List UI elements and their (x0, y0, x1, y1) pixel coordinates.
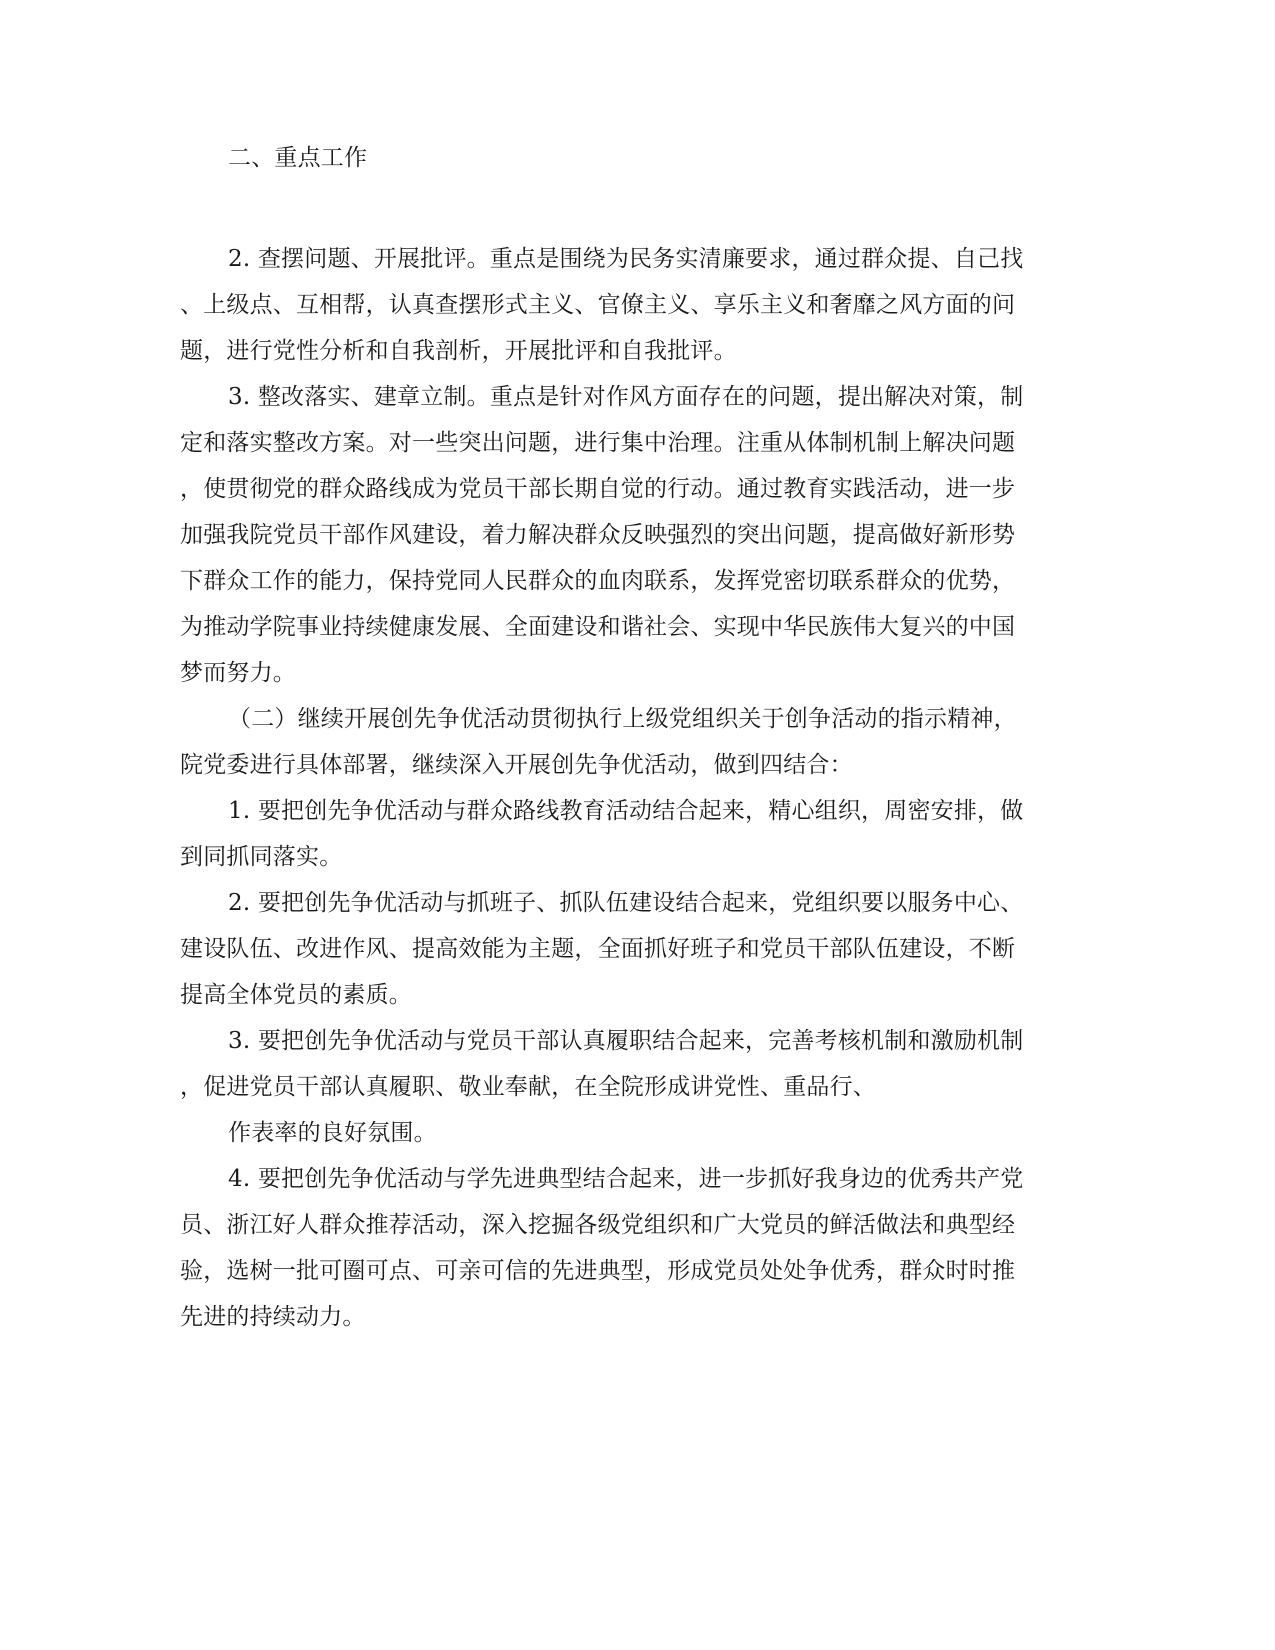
paragraph-line: 提高全体党员的素质。 (180, 982, 412, 1008)
paragraph-line: 为推动学院事业持续健康发展、全面建设和谐社会、实现中华民族伟大复兴的中国 (180, 614, 1016, 640)
paragraph-line: 院党委进行具体部署，继续深入开展创先争优活动，做到四结合： (180, 752, 853, 778)
paragraph-line: 先进的持续动力。 (180, 1304, 366, 1330)
paragraph-line: 验，选树一批可圈可点、可亲可信的先进典型，形成党员处处争优秀，群众时时推 (180, 1258, 1016, 1284)
paragraph-line: 3. 要把创先争优活动与党员干部认真履职结合起来，完善考核机制和激励机制 (228, 1028, 1024, 1054)
paragraph-line: 1. 要把创先争优活动与群众路线教育活动结合起来，精心组织，周密安排，做 (228, 798, 1024, 824)
paragraph-line: （二）继续开展创先争优活动贯彻执行上级党组织关于创争活动的指示精神， (228, 706, 1017, 732)
paragraph-line: 定和落实整改方案。对一些突出问题，进行集中治理。注重从体制机制上解决问题 (180, 430, 1016, 456)
section-heading: 二、重点工作 (228, 145, 368, 171)
paragraph-line: 4. 要把创先争优活动与学先进典型结合起来，进一步抓好我身边的优秀共产党 (228, 1166, 1024, 1192)
paragraph-line: 员、浙江好人群众推荐活动，深入挖掘各级党组织和广大党员的鲜活做法和典型经 (180, 1212, 1016, 1238)
paragraph-line: 到同抓同落实。 (180, 844, 343, 870)
paragraph-line: 建设队伍、改进作风、提高效能为主题，全面抓好班子和党员干部队伍建设，不断 (180, 936, 1016, 962)
paragraph-line: 2. 要把创先争优活动与抓班子、抓队伍建设结合起来，党组织要以服务中心、 (228, 890, 1024, 916)
paragraph-line: ，使贯彻党的群众路线成为党员干部长期自觉的行动。通过教育实践活动，进一步 (180, 476, 1016, 502)
paragraph-line: ，促进党员干部认真履职、敬业奉献，在全院形成讲党性、重品行、 (180, 1074, 876, 1100)
paragraph-line: 下群众工作的能力，保持党同人民群众的血肉联系，发挥党密切联系群众的优势， (180, 568, 1016, 594)
paragraph-line: 作表率的良好氛围。 (228, 1120, 437, 1146)
paragraph-line: 加强我院党员干部作风建设，着力解决群众反映强烈的突出问题，提高做好新形势 (180, 522, 1016, 548)
paragraph-line: 题，进行党性分析和自我剖析，开展批评和自我批评。 (180, 338, 737, 364)
paragraph-line: 3. 整改落实、建章立制。重点是针对作风方面存在的问题，提出解决对策，制 (228, 384, 1024, 410)
paragraph-line: 、上级点、互相帮，认真查摆形式主义、官僚主义、享乐主义和奢靡之风方面的问 (180, 292, 1016, 318)
paragraph-line: 梦而努力。 (180, 660, 296, 686)
paragraph-line: 2. 查摆问题、开展批评。重点是围绕为民务实清廉要求，通过群众提、自己找 (228, 246, 1024, 272)
